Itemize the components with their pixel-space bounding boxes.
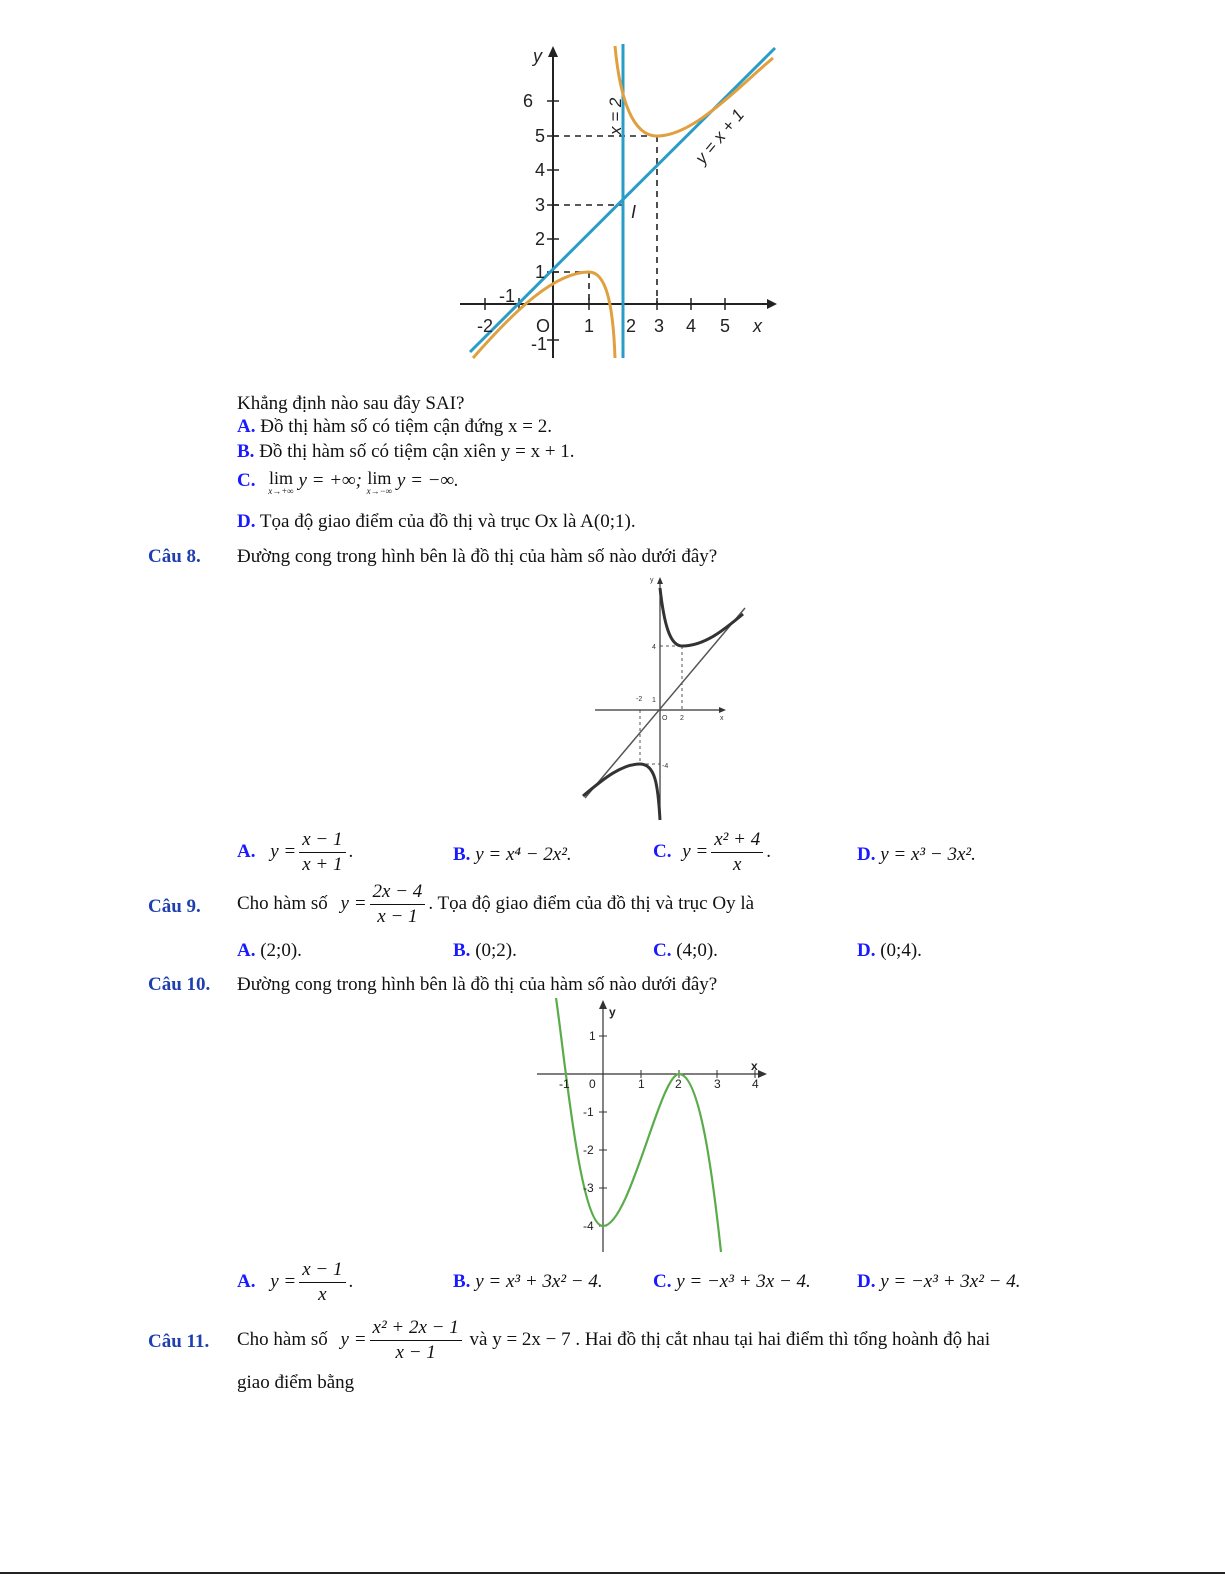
y-tick: 1 [652,697,656,704]
stem-post: và y = 2x − 7 . Hai đồ thị cắt nhau tại hai điểm thì tổng hoành độ hai [469,1328,991,1350]
y-tick: -1 [583,1105,594,1119]
q8-option-b[interactable] [453,844,572,866]
q10-label: Câu 10. [148,974,211,995]
y-axis-label: y [609,1005,616,1019]
option-label: B. [453,940,471,961]
graph-asymptotes [455,40,785,365]
q7-option-a[interactable] [237,416,552,438]
fn-prefix: y = [270,1270,297,1292]
y-tick: 1 [589,1029,596,1043]
option-label: A. [237,840,256,862]
option-text: y = x³ + 3x² − 4. [475,1271,603,1292]
fn-prefix: y = [340,892,367,914]
q8-label: Câu 8. [148,546,201,567]
y-tick: -2 [583,1143,594,1157]
q9-label: Câu 9. [148,896,201,917]
y-tick: 3 [534,195,545,215]
limit-rest: y = −∞. [396,470,459,491]
fraction-denominator: x − 1 [395,1342,436,1363]
q9-option-c[interactable] [653,940,718,962]
x-tick: 2 [625,316,637,336]
fraction-numerator: x − 1 [299,1258,345,1283]
stem-pre: Cho hàm số [237,892,328,914]
option-label: B. [453,1271,471,1292]
y-axis-label: y [650,577,654,584]
option-label: D. [857,844,876,865]
q9-option-d[interactable] [857,940,922,962]
y-tick: 2 [534,229,545,249]
y-axis-label: y [533,46,542,66]
q7-option-b[interactable] [237,441,575,463]
x-tick: 2 [675,1077,682,1091]
fraction-numerator: x² + 4 [711,828,763,853]
q9-option-a[interactable] [237,940,302,962]
option-label: A. [237,416,256,437]
limit-symbol: lim [268,468,293,488]
option-text: y = x³ − 3x². [880,844,976,865]
y-tick: -1 [530,334,547,354]
x-tick: -2 [476,316,494,336]
y-tick: -3 [583,1181,594,1195]
option-text: y = −x³ + 3x² − 4. [880,1271,1021,1292]
option-label: D. [857,940,876,961]
limit-rest: y = +∞; [298,470,362,491]
limit-subscript: x→−∞ [366,486,393,496]
q10-stem: Đường cong trong hình bên là đồ thị của hàm số nào dưới đây? [237,974,718,995]
y-tick: -4 [583,1219,594,1233]
option-label: C. [653,840,672,862]
fraction-numerator: x − 1 [299,828,345,853]
curve-upper-branch [660,588,743,646]
q9-option-b[interactable] [453,940,517,962]
fn-prefix: y = [340,1328,367,1350]
oblique-asymptote-label: y = x + 1 [691,105,748,168]
x-axis-label: x [720,715,724,722]
q11-label: Câu 11. [148,1331,210,1352]
q11-stem-line2: giao điểm bằng [237,1372,355,1393]
fn-prefix: y = [682,840,709,862]
y-tick: -4 [662,763,669,770]
punct: . [766,840,771,862]
option-label: A. [237,940,256,961]
option-text: Tọa độ giao điểm của đồ thị và trục Ox là A(0;1). [259,511,636,532]
option-text: (2;0). [260,940,302,961]
option-text: Đồ thị hàm số có tiệm cận xiên y = x + 1. [259,441,575,462]
q10-option-c[interactable] [653,1271,811,1293]
option-label: C. [653,1271,672,1292]
x-tick: 5 [719,316,731,336]
page-bottom-rule [0,1572,1225,1574]
option-label: D. [857,1271,876,1292]
x-axis-label: x [753,316,762,336]
q7-option-c[interactable] [237,470,459,496]
q11-stem [237,1316,990,1365]
q9-stem [237,880,754,929]
x-axis-label: x [751,1059,758,1073]
fraction-denominator: x [733,854,742,875]
graph-q10 [535,998,775,1256]
q10-option-d[interactable] [857,1271,1020,1293]
option-text: (0;4). [880,940,922,961]
option-label: C. [653,940,672,961]
option-text: Đồ thị hàm số có tiệm cận đứng x = 2. [260,416,552,437]
y-tick: 6 [522,91,533,111]
option-label: D. [237,511,256,532]
q8-stem: Đường cong trong hình bên là đồ thị của hàm số nào dưới đây? [237,546,718,567]
x-tick: 3 [653,316,665,336]
option-text: (4;0). [676,940,718,961]
stem-pre: Cho hàm số [237,1328,328,1350]
fraction-numerator: x² + 2x − 1 [370,1316,462,1341]
option-label: C. [237,470,256,491]
y-tick: 4 [652,644,656,651]
curve-lower-branch [583,764,660,820]
origin-label: O [662,715,668,722]
origin-label: O [535,316,551,336]
punct: . [348,840,354,862]
x-tick: 1 [638,1077,645,1091]
q7-stem: Khẳng định nào sau đây SAI? [237,393,465,414]
fn-prefix: y = [270,840,297,862]
limit-symbol: lim [367,468,392,488]
q8-option-c[interactable] [653,828,771,877]
fraction-denominator: x [318,1284,327,1305]
option-label: A. [237,1270,256,1292]
x-tick: -1 [559,1077,570,1091]
punct: . [348,1270,354,1292]
x-tick: 3 [714,1077,721,1091]
q8-option-d[interactable] [857,844,976,866]
neg-one-label: -1 [498,286,515,306]
cubic-curve [556,998,721,1252]
vertical-asymptote-label: x = 2 [606,97,625,135]
x-tick: 4 [685,316,697,336]
x-tick: 2 [680,715,684,722]
q7-option-d[interactable] [237,511,636,533]
x-tick: -2 [636,696,643,703]
option-text: y = x⁴ − 2x². [475,844,572,865]
q10-option-b[interactable] [453,1271,603,1293]
fraction-denominator: x + 1 [302,854,343,875]
option-label: B. [453,844,471,865]
option-label: B. [237,441,255,462]
y-tick: 4 [534,160,545,180]
fraction-numerator: 2x − 4 [370,880,426,905]
curve-right-branch [615,46,773,136]
y-tick: 5 [534,126,545,146]
graph-q8 [580,574,755,824]
q10-option-a[interactable] [237,1258,353,1307]
x-tick: 1 [583,316,595,336]
point-label: I [631,202,637,222]
q8-option-a[interactable] [237,828,353,877]
x-tick: 4 [752,1077,759,1091]
option-text: (0;2). [475,940,517,961]
y-tick: 1 [534,262,545,282]
fraction-denominator: x − 1 [377,906,418,927]
origin-label: 0 [589,1077,596,1091]
option-text: y = −x³ + 3x − 4. [676,1271,811,1292]
stem-post: . Tọa độ giao điểm của đồ thị và trục Oy là [428,892,755,914]
limit-subscript: x→+∞ [268,486,294,496]
